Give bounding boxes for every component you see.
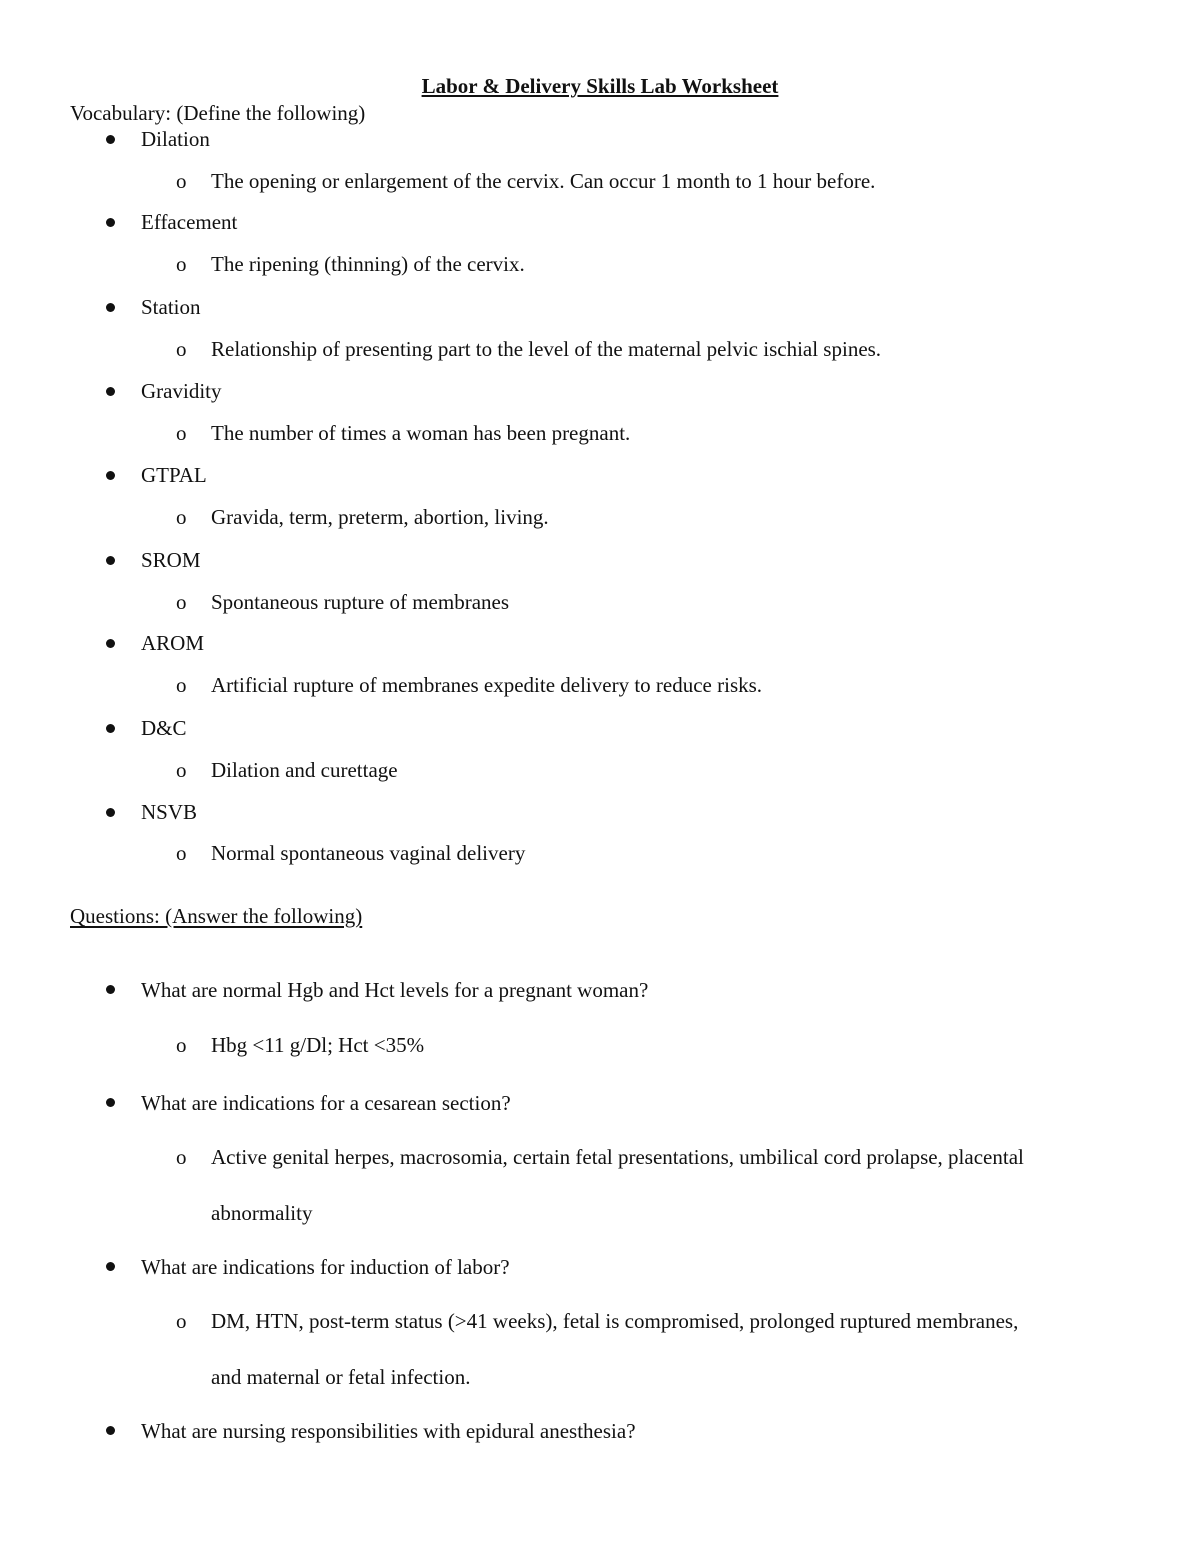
sub-bullet-icon: o xyxy=(176,673,187,697)
vocab-term: D&C xyxy=(141,716,187,740)
vocab-definition: The opening or enlargement of the cervix. Can occur 1 month to 1 hour before. xyxy=(211,169,876,193)
answer-line: DM, HTN, post-term status (>41 weeks), fetal is compromised, prolonged ruptured membranes, xyxy=(211,1309,1019,1333)
sub-bullet-icon: o xyxy=(176,252,187,276)
vocab-term: Station xyxy=(141,295,201,319)
sub-bullet-icon: o xyxy=(176,1145,187,1169)
bullet-icon xyxy=(106,1426,115,1435)
vocab-term: Dilation xyxy=(141,127,210,151)
questions-heading: Questions: (Answer the following) xyxy=(70,904,363,928)
vocab-term: Gravidity xyxy=(141,379,222,403)
vocab-term: Effacement xyxy=(141,210,238,234)
sub-bullet-icon: o xyxy=(176,590,187,614)
vocab-definition: Spontaneous rupture of membranes xyxy=(211,590,510,614)
bullet-icon xyxy=(106,135,115,144)
sub-bullet-icon: o xyxy=(176,505,187,529)
question-text: What are normal Hgb and Hct levels for a pregnant woman? xyxy=(141,978,649,1002)
question-text: What are indications for a cesarean section? xyxy=(141,1091,511,1115)
bullet-icon xyxy=(106,218,115,227)
vocab-heading: Vocabulary: (Define the following) xyxy=(70,101,366,125)
bullet-icon xyxy=(106,639,115,648)
question-text: What are nursing responsibilities with epidural anesthesia? xyxy=(141,1419,636,1443)
bullet-icon xyxy=(106,724,115,733)
bullet-icon xyxy=(106,1262,115,1271)
sub-bullet-icon: o xyxy=(176,1033,187,1057)
page-title: Labor & Delivery Skills Lab Worksheet xyxy=(421,74,779,98)
vocab-definition: The ripening (thinning) of the cervix. xyxy=(211,252,525,276)
question-text: What are indications for induction of labor? xyxy=(141,1255,510,1279)
vocab-definition: Relationship of presenting part to the level of the maternal pelvic ischial spines. xyxy=(211,337,882,361)
answer-line: and maternal or fetal infection. xyxy=(211,1365,471,1389)
answer-line: abnormality xyxy=(211,1201,313,1225)
bullet-icon xyxy=(106,387,115,396)
bullet-icon xyxy=(106,1098,115,1107)
answer-line: Hbg <11 g/Dl; Hct <35% xyxy=(211,1033,425,1057)
vocab-definition: Dilation and curettage xyxy=(211,758,398,782)
sub-bullet-icon: o xyxy=(176,421,187,445)
vocab-definition: Gravida, term, preterm, abortion, living. xyxy=(211,505,549,529)
bullet-icon xyxy=(106,985,115,994)
vocab-definition: The number of times a woman has been pregnant. xyxy=(211,421,631,445)
bullet-icon xyxy=(106,303,115,312)
vocab-term: NSVB xyxy=(141,800,198,824)
vocab-term: SROM xyxy=(141,548,201,572)
sub-bullet-icon: o xyxy=(176,841,187,865)
bullet-icon xyxy=(106,808,115,817)
sub-bullet-icon: o xyxy=(176,337,187,361)
sub-bullet-icon: o xyxy=(176,758,187,782)
sub-bullet-icon: o xyxy=(176,1309,187,1333)
vocab-term: GTPAL xyxy=(141,463,207,487)
bullet-icon xyxy=(106,556,115,565)
vocab-definition: Normal spontaneous vaginal delivery xyxy=(211,841,526,865)
vocab-definition: Artificial rupture of membranes expedite delivery to reduce risks. xyxy=(211,673,763,697)
answer-line: Active genital herpes, macrosomia, certain fetal presentations, umbilical cord prolapse, placental xyxy=(211,1145,1024,1169)
bullet-icon xyxy=(106,471,115,480)
vocab-term: AROM xyxy=(141,631,205,655)
sub-bullet-icon: o xyxy=(176,169,187,193)
